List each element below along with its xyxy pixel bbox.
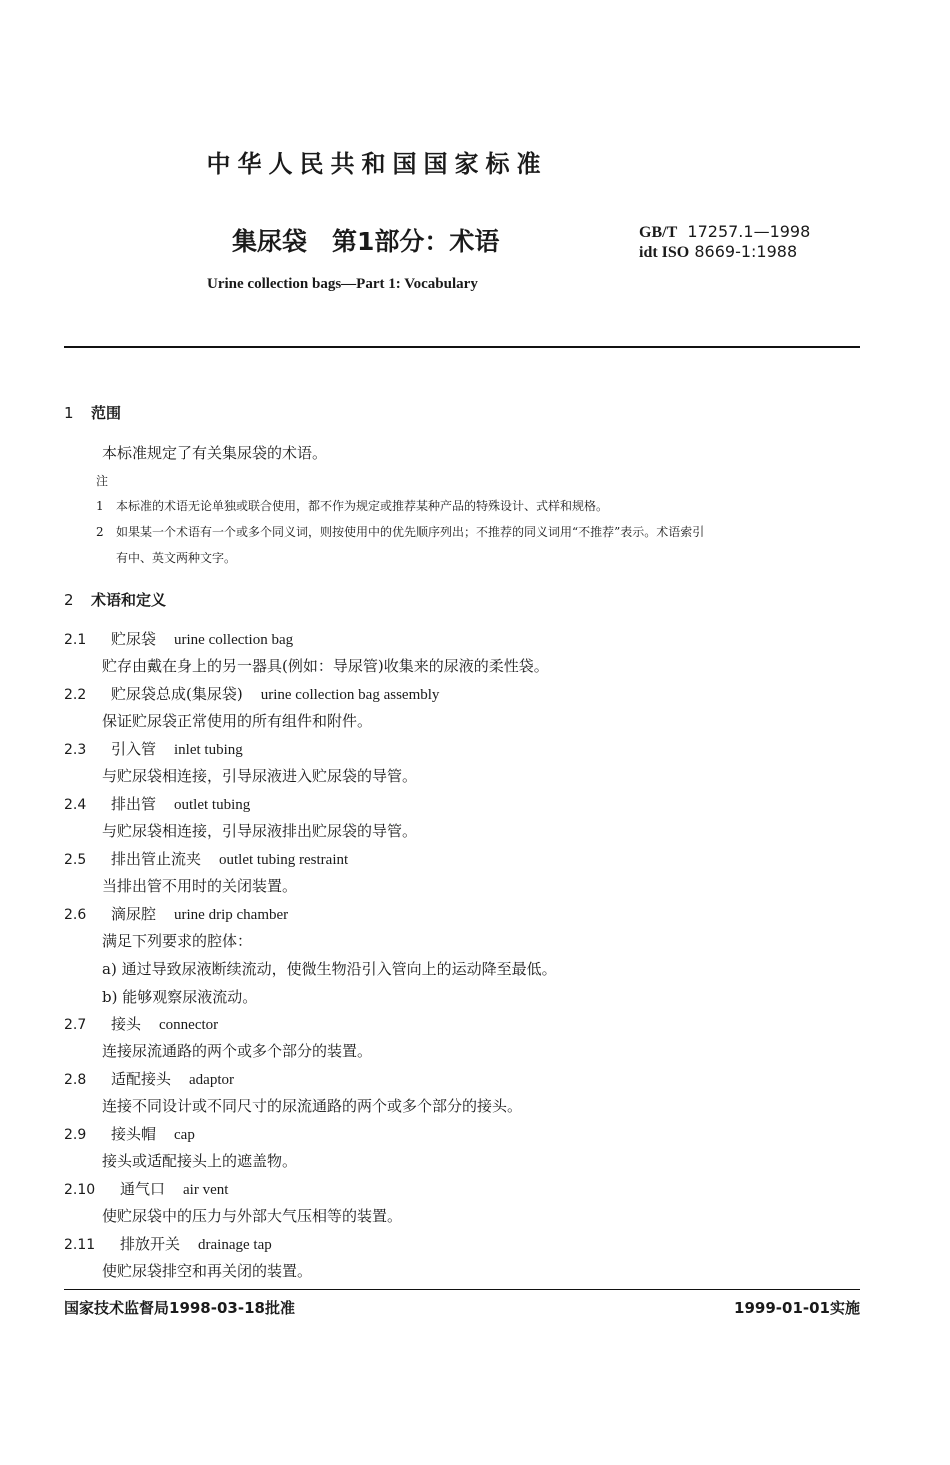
note-text-continuation: 有中、英文两种文字。 xyxy=(116,551,237,565)
term-en: air vent xyxy=(183,1182,229,1198)
term-definition: 与贮尿袋相连接，引导尿液进入贮尿袋的导管。 xyxy=(102,767,418,785)
term-en: drainage tap xyxy=(198,1237,272,1253)
term-zh: 通气口 xyxy=(120,1180,166,1198)
term-en: adaptor xyxy=(189,1072,234,1088)
footer-divider xyxy=(64,1289,860,1290)
term-en: outlet tubing xyxy=(174,797,251,813)
term-number: 2.1 xyxy=(64,632,87,648)
term-definition: 接头或适配接头上的遮盖物。 xyxy=(102,1152,298,1170)
term-2-10 xyxy=(64,1178,228,1199)
idt-prefix: idt ISO xyxy=(639,244,690,261)
term-number: 2.10 xyxy=(64,1182,96,1198)
term-en: urine collection bag assembly xyxy=(260,687,440,703)
document-title-cn: 集尿袋 第1部分：术语 xyxy=(232,227,500,256)
term-2-8 xyxy=(64,1068,234,1089)
term-zh: 滴尿腔 xyxy=(111,905,157,923)
term-zh: 接头 xyxy=(111,1015,142,1033)
term-2-1 xyxy=(64,628,293,649)
note-number: 2 xyxy=(96,525,104,539)
note-number: 1 xyxy=(96,499,104,513)
term-zh: 贮尿袋总成(集尿袋) xyxy=(111,685,243,703)
term-number: 2.4 xyxy=(64,797,87,813)
note-label: 注 xyxy=(96,474,109,488)
section-2-title: 术语和定义 xyxy=(91,591,167,609)
scope-text: 本标准规定了有关集尿袋的术语。 xyxy=(102,444,328,462)
term-zh: 接头帽 xyxy=(111,1125,157,1143)
term-number: 2.7 xyxy=(64,1017,87,1033)
section-1-number: 1 xyxy=(64,404,74,422)
term-2-3 xyxy=(64,738,243,759)
header-divider xyxy=(64,346,860,348)
term-en: urine collection bag xyxy=(174,632,294,648)
term-number: 2.2 xyxy=(64,687,87,703)
term-zh: 引入管 xyxy=(111,740,157,758)
term-en: cap xyxy=(174,1127,195,1143)
std-code-number: 17257.1—1998 xyxy=(687,222,811,241)
term-definition: 连接不同设计或不同尺寸的尿流通路的两个或多个部分的接头。 xyxy=(102,1097,523,1115)
term-number: 2.9 xyxy=(64,1127,87,1143)
note-text: 如果某一个术语有一个或多个同义词，则按使用中的优先顺序列出；不推荐的同义词用“不推荐”表示。术语索引 xyxy=(116,525,705,539)
term-definition: 满足下列要求的腔体： xyxy=(102,932,253,950)
note-text: 本标准的术语无论单独或联合使用，都不作为规定或推荐某种产品的特殊设计、式样和规格。 xyxy=(116,499,609,513)
term-definition: 贮存由戴在身上的另一器具(例如：导尿管)收集来的尿液的柔性袋。 xyxy=(102,657,549,675)
document-title-en: Urine collection bags—Part 1: Vocabulary xyxy=(207,276,478,292)
term-zh: 排放开关 xyxy=(120,1235,181,1253)
term-2-9 xyxy=(64,1123,195,1144)
term-en: connector xyxy=(159,1017,219,1033)
term-2-2 xyxy=(64,683,439,704)
term-definition-item: a) 通过导致尿液断续流动，使微生物沿引入管向上的运动降至最低。 xyxy=(102,960,557,978)
term-definition: 与贮尿袋相连接，引导尿液排出贮尿袋的导管。 xyxy=(102,822,418,840)
approval-date: 国家技术监督局1998-03-18批准 xyxy=(64,1299,295,1317)
national-standard-heading: 中华人民共和国国家标准 xyxy=(206,150,548,178)
term-zh: 排出管止流夹 xyxy=(111,850,202,868)
term-definition: 使贮尿袋排空和再关闭的装置。 xyxy=(102,1262,313,1280)
section-1-title: 范围 xyxy=(91,404,122,422)
term-2-11 xyxy=(64,1233,272,1254)
term-number: 2.6 xyxy=(64,907,87,923)
term-number: 2.11 xyxy=(64,1237,96,1253)
effective-date: 1999-01-01实施 xyxy=(734,1299,860,1317)
term-zh: 排出管 xyxy=(111,795,157,813)
term-en: urine drip chamber xyxy=(174,907,289,923)
term-2-5 xyxy=(64,848,348,869)
term-zh: 适配接头 xyxy=(111,1070,172,1088)
term-number: 2.5 xyxy=(64,852,87,868)
term-definition: 使贮尿袋中的压力与外部大气压相等的装置。 xyxy=(102,1207,403,1225)
note-item xyxy=(96,523,704,540)
term-2-7 xyxy=(64,1013,218,1034)
note-item xyxy=(96,497,608,514)
term-en: outlet tubing restraint xyxy=(219,852,349,868)
term-zh: 贮尿袋 xyxy=(111,630,157,648)
term-definition: 当排出管不用时的关闭装置。 xyxy=(102,877,298,895)
section-2-heading xyxy=(64,589,166,610)
term-number: 2.8 xyxy=(64,1072,87,1088)
idt-number: 8669-1:1988 xyxy=(694,242,798,261)
term-2-4 xyxy=(64,793,250,814)
term-number: 2.3 xyxy=(64,742,87,758)
term-definition: 连接尿流通路的两个或多个部分的装置。 xyxy=(102,1042,373,1060)
term-definition-item: b) 能够观察尿液流动。 xyxy=(102,988,258,1006)
std-code-prefix: GB/T xyxy=(639,224,678,241)
section-1-heading xyxy=(64,402,121,423)
standard-code-block xyxy=(639,222,810,262)
term-definition: 保证贮尿袋正常使用的所有组件和附件。 xyxy=(102,712,373,730)
term-en: inlet tubing xyxy=(174,742,243,758)
section-2-number: 2 xyxy=(64,591,74,609)
term-2-6 xyxy=(64,903,288,924)
